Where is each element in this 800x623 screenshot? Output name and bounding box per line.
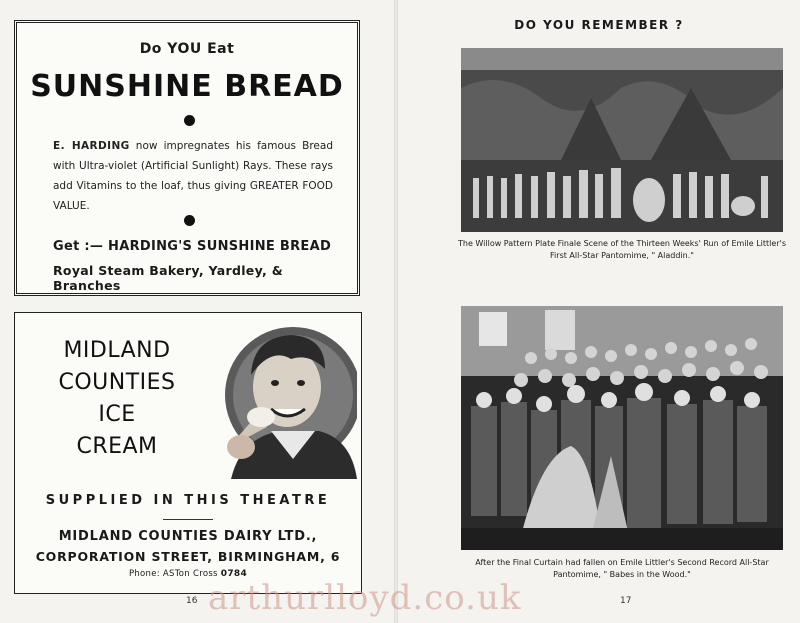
- babes-in-the-wood-caption: After the Final Curtain had fallen on Emile Littler's Second Record All-Star Pantomime, " Babes in the Wood.": [475, 558, 769, 579]
- eat-line: Do YOU Eat: [139, 41, 235, 57]
- brand-line: MIDLAND: [63, 338, 171, 363]
- left-page: [0, 0, 394, 623]
- babes-in-the-wood-cast-photo: [461, 306, 783, 550]
- right-page: [398, 0, 800, 623]
- boy-eating-ice-cream-illustration: [201, 319, 357, 479]
- bread-headline: SUNSHINE BREAD: [30, 69, 344, 104]
- phone-label: Phone: ASTon Cross: [128, 569, 218, 579]
- bread-body-text: [53, 136, 333, 216]
- ice-cream-brand: [37, 335, 197, 463]
- divider: [163, 519, 213, 520]
- harding-name: E. HARDING: [53, 140, 130, 152]
- page-number-right: 17: [620, 596, 632, 606]
- bullet-dot-icon: [184, 115, 195, 126]
- brand-line: ICE: [98, 402, 136, 427]
- brand-line: CREAM: [76, 434, 158, 459]
- bakery-line: Royal Steam Bakery, Yardley, & Branches: [53, 263, 283, 293]
- watermark: arthurlloyd.co.uk: [208, 578, 522, 618]
- dairy-name: MIDLAND COUNTIES DAIRY LTD.,: [58, 529, 318, 544]
- aladdin-stage-photo: [461, 48, 783, 232]
- page-number-left: 16: [186, 596, 198, 606]
- supplied-line: SUPPLIED IN THIS THEATRE: [45, 493, 331, 508]
- dairy-address: CORPORATION STREET, BIRMINGHAM, 6: [35, 549, 341, 564]
- get-line: Get :— HARDING'S SUNSHINE BREAD: [53, 239, 332, 254]
- sunshine-bread-advert: [14, 20, 360, 296]
- ice-cream-advert: [14, 312, 362, 594]
- brand-line: COUNTIES: [58, 370, 176, 395]
- page-heading: DO YOU REMEMBER ?: [514, 18, 684, 32]
- phone-number: 0784: [220, 569, 248, 579]
- bread-description: now impregnates his famous Bread with Ultra-violet (Artificial Sunlight) Rays. These rays add Vitamins to the loaf, thus giving GREATER FOOD VALUE.: [53, 140, 333, 212]
- bullet-dot-icon: [184, 215, 195, 226]
- aladdin-caption: The Willow Pattern Plate Finale Scene of the Thirteen Weeks' Run of Emile Littler's First All-Star Pantomime, " Aladdin.": [458, 239, 786, 260]
